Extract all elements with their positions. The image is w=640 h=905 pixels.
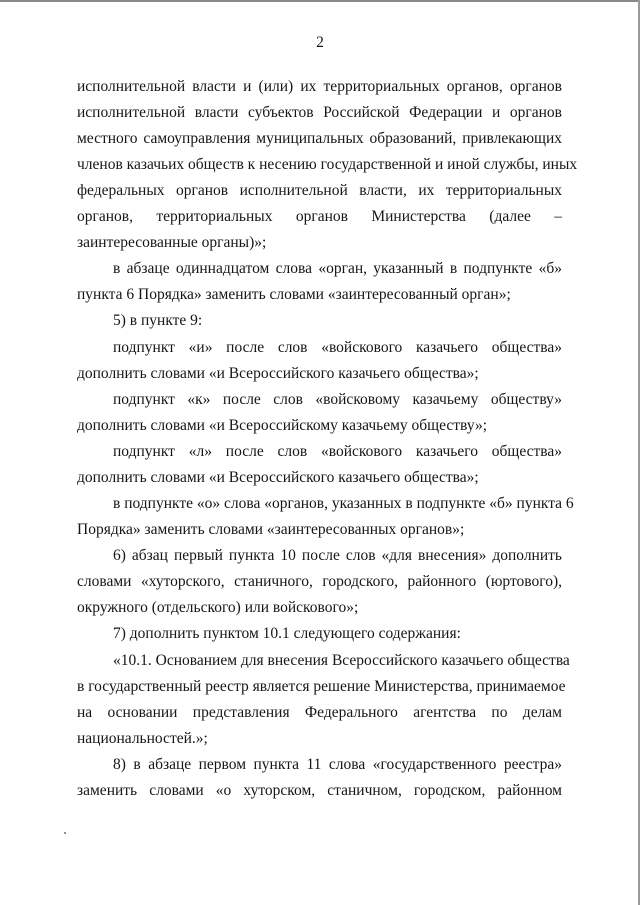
text-line: местного самоуправления муниципальных образований, привлекающих (77, 130, 562, 147)
text-line: исполнительной власти и (или) их территориальных органов, органов (77, 78, 562, 95)
text-line: подпункт «л» после слов «войскового казачьего общества» (113, 443, 562, 460)
text-line: Порядка» заменить словами «заинтересованных органов»; (77, 521, 465, 538)
text-line: дополнить словами «и Всероссийского казачьего общества»; (77, 469, 479, 486)
text-line: федеральных органов исполнительной власти, их территориальных (77, 182, 562, 199)
text-line: на основании представления Федерального агентства по делам (77, 704, 562, 721)
text-line: исполнительной власти субъектов Российской Федерации и органов (77, 104, 562, 121)
text-line: 7) дополнить пунктом 10.1 следующего содержания: (113, 625, 461, 642)
text-line: 8) в абзаце первом пункта 11 слова «государственного реестра» (113, 756, 562, 773)
text-line: окружного (отдельского) или войскового»; (77, 599, 359, 616)
text-line: в государственный реестр является решение Министерства, принимаемое (77, 678, 566, 695)
scan-top-edge (0, 0, 640, 2)
text-line: органов, территориальных органов Министерства (далее – (77, 208, 562, 225)
text-line: 5) в пункте 9: (113, 312, 203, 329)
text-line: пункта 6 Порядка» заменить словами «заинтересованный орган»; (77, 286, 511, 303)
text-line: членов казачьих обществ к несению государственной и иной службы, иных (77, 156, 578, 173)
text-line: в абзаце одиннадцатом слова «орган, указанный в подпункте «б» (113, 260, 562, 277)
text-line: словами «хуторского, станичного, городского, районного (юртового), (77, 573, 562, 590)
text-line: «10.1. Основанием для внесения Всероссийского казачьего общества (113, 652, 570, 669)
text-line: дополнить словами «и Всероссийского казачьего общества»; (77, 365, 479, 382)
text-line: национальностей.»; (77, 730, 208, 747)
scan-speck (64, 832, 66, 834)
text-line: подпункт «к» после слов «войсковому казачьему обществу» (113, 391, 562, 408)
page-number: 2 (316, 34, 324, 51)
text-line: заменить словами «о хуторском, станичном, городском, районном (77, 782, 562, 799)
text-line: в подпункте «о» слова «органов, указанных в подпункте «б» пункта 6 (113, 495, 574, 512)
text-line: заинтересованные органы)»; (77, 234, 267, 251)
text-line: подпункт «и» после слов «войскового казачьего общества» (113, 339, 562, 356)
text-line: 6) абзац первый пункта 10 после слов «для внесения» дополнить (113, 547, 562, 564)
text-line: дополнить словами «и Всероссийскому казачьему обществу»; (77, 417, 488, 434)
